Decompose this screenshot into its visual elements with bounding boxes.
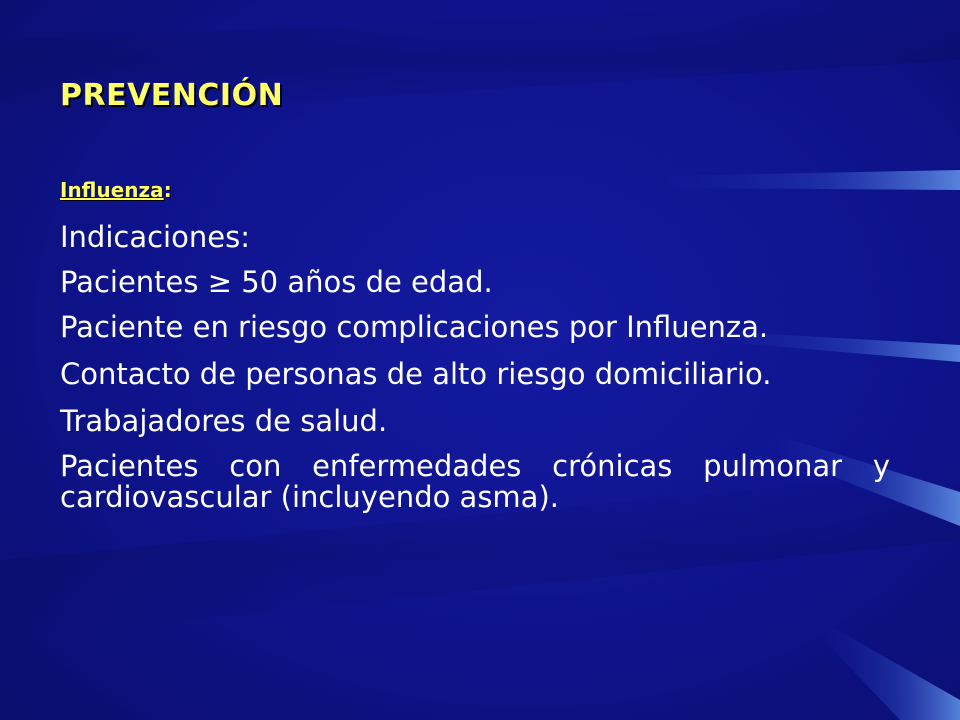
body-line-chronic: Pacientes con enfermedades crónicas pulmonar y cardiovascular (incluyendo asma). bbox=[60, 449, 890, 514]
slide-title: PREVENCIÓN bbox=[60, 78, 284, 113]
stripe-1 bbox=[660, 170, 960, 190]
body-line-contacts: Contacto de personas de alto riesgo domiciliario. bbox=[60, 357, 772, 391]
body-line-indicaciones: Indicaciones: bbox=[60, 220, 250, 254]
body-line-risk: Paciente en riesgo complicaciones por Influenza. bbox=[60, 310, 769, 344]
subtitle-word: Influenza bbox=[60, 178, 164, 202]
subtitle-colon: : bbox=[163, 178, 172, 202]
section-subtitle bbox=[60, 178, 172, 202]
stripe-4 bbox=[820, 620, 960, 720]
slide-body bbox=[60, 222, 890, 529]
body-line-age: Pacientes ≥ 50 años de edad. bbox=[60, 265, 493, 299]
body-line-health-workers: Trabajadores de salud. bbox=[60, 404, 388, 438]
